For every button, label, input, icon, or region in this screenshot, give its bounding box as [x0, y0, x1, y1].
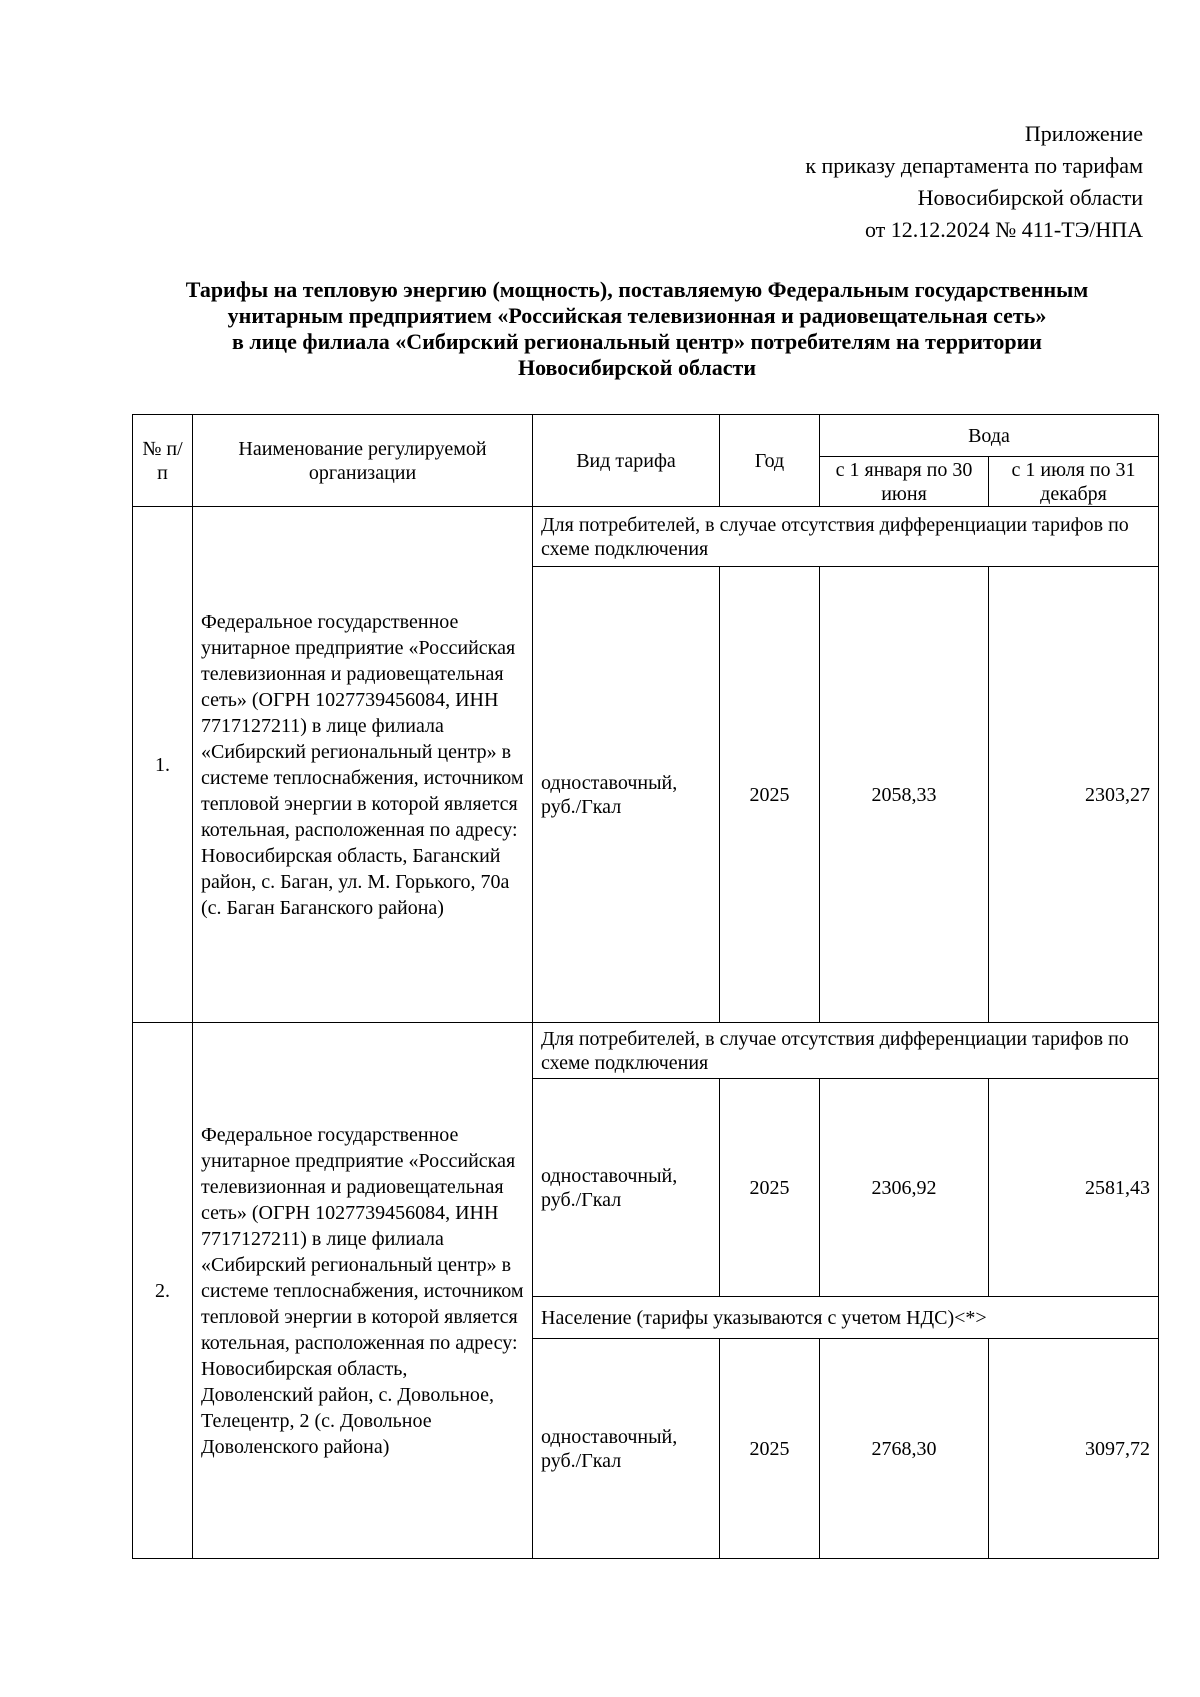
row-year: 2025 [720, 1339, 820, 1559]
title-line: Тарифы на тепловую энергию (мощность), поставляемую Федеральным государственным [185, 277, 1089, 302]
header-num: № п/п [133, 415, 193, 507]
appendix-line: Новосибирской области [917, 185, 1143, 210]
title-line: в лице филиала «Сибирский региональный центр» потребителям на территории [232, 329, 1042, 354]
header-period2: с 1 июля по 31 декабря [989, 457, 1159, 507]
row-category: Население (тарифы указываются с учетом НДС)<*> [533, 1297, 1159, 1339]
table-header-row [133, 415, 1159, 457]
appendix-line: Приложение [1024, 121, 1143, 146]
header-org: Наименование регулируемой организации [193, 415, 533, 507]
title-line: унитарным предприятием «Российская телевизионная и радиовещательная сеть» [227, 303, 1047, 328]
appendix-line: к приказу департамента по тарифам [805, 153, 1143, 178]
row-category: Для потребителей, в случае отсутствия дифференциации тарифов по схеме подключения [533, 1023, 1159, 1079]
appendix-header [805, 118, 1143, 246]
row-org: Федеральное государственное унитарное предприятие «Российская телевизионная и радиовещательная сеть» (ОГРН 1027739456084, ИНН 7717127211) в лице филиала «Сибирский региональный центр» в системе теплоснабжения, источником тепловой энергии в которой является котельная, расположенная по адресу: Новосибирская область, Баганский район, с. Баган, ул. М. Горького, 70а (с. Баган Баганского района) [193, 507, 533, 1023]
row-period2-value: 3097,72 [989, 1339, 1159, 1559]
document-title [132, 277, 1142, 381]
row-period1-value: 2306,92 [820, 1079, 989, 1297]
row-num: 1. [133, 507, 193, 1023]
row-year: 2025 [720, 567, 820, 1023]
row-year: 2025 [720, 1079, 820, 1297]
header-period1: с 1 января по 30 июня [820, 457, 989, 507]
appendix-line: от 12.12.2024 № 411-ТЭ/НПА [864, 217, 1143, 242]
header-water: Вода [820, 415, 1159, 457]
row-category: Для потребителей, в случае отсутствия дифференциации тарифов по схеме подключения [533, 507, 1159, 567]
title-line: Новосибирской области [517, 355, 756, 380]
header-tariff-type: Вид тарифа [533, 415, 720, 507]
table-row [133, 507, 1159, 567]
row-tariff-type: одноставочный, руб./Гкал [533, 1339, 720, 1559]
tariffs-table [132, 414, 1159, 1559]
row-num: 2. [133, 1023, 193, 1559]
row-period1-value: 2058,33 [820, 567, 989, 1023]
row-tariff-type: одноставочный, руб./Гкал [533, 567, 720, 1023]
header-year: Год [720, 415, 820, 507]
row-org: Федеральное государственное унитарное предприятие «Российская телевизионная и радиовещательная сеть» (ОГРН 1027739456084, ИНН 7717127211) в лице филиала «Сибирский региональный центр» в системе теплоснабжения, источником тепловой энергии в которой является котельная, расположенная по адресу: Новосибирская область, Доволенский район, с. Довольное, Телецентр, 2 (с. Довольное Доволенского района) [193, 1023, 533, 1559]
row-tariff-type: одноставочный, руб./Гкал [533, 1079, 720, 1297]
table-row [133, 1023, 1159, 1079]
row-period1-value: 2768,30 [820, 1339, 989, 1559]
row-period2-value: 2303,27 [989, 567, 1159, 1023]
row-period2-value: 2581,43 [989, 1079, 1159, 1297]
